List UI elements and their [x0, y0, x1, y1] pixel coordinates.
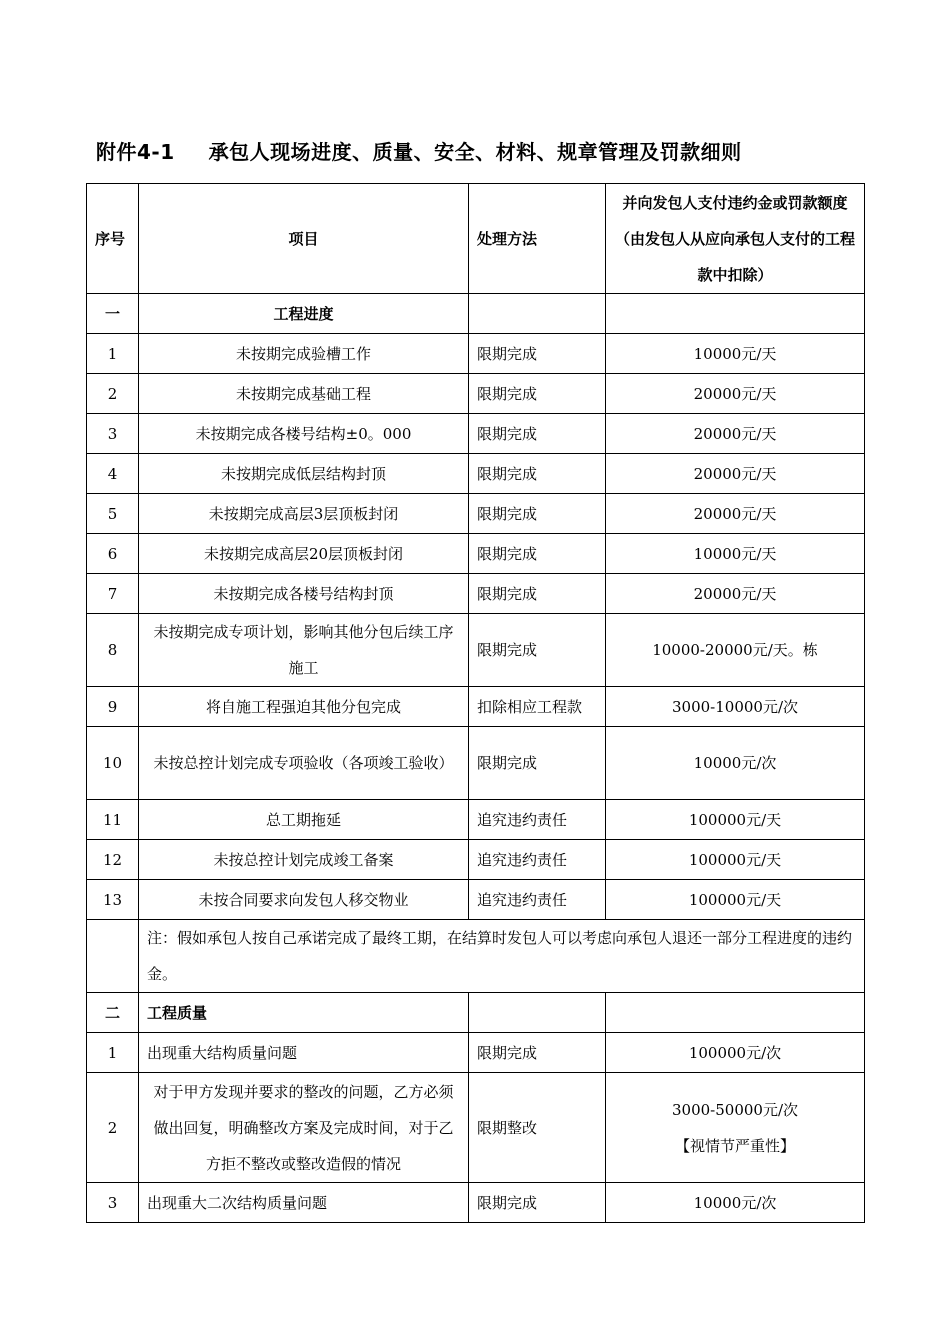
row-item: 未按总控计划完成专项验收（各项竣工验收） — [139, 727, 469, 800]
row-method: 限期完成 — [469, 1183, 606, 1223]
row-no: 5 — [87, 494, 139, 534]
row-item: 出现重大结构质量问题 — [139, 1033, 469, 1073]
row-item: 未按期完成各楼号结构封顶 — [139, 574, 469, 614]
penalty-table — [86, 183, 865, 1223]
table-header-row — [87, 184, 865, 294]
row-penalty: 10000-20000元/天。栋 — [606, 614, 865, 687]
row-penalty: 3000-50000元/次 — [671, 1100, 798, 1119]
row-no: 9 — [87, 687, 139, 727]
row-item: 对于甲方发现并要求的整改的问题，乙方必须做出回复，明确整改方案及完成时间，对于乙方拒不整改或整改造假的情况 — [139, 1073, 469, 1183]
row-item: 未按期完成高层20层顶板封闭 — [139, 534, 469, 574]
row-no: 4 — [87, 454, 139, 494]
row-item: 未按期完成专项计划，影响其他分包后续工序施工 — [139, 614, 469, 687]
row-no: 2 — [87, 374, 139, 414]
row-penalty: 10000元/天 — [606, 334, 865, 374]
row-item: 未按期完成基础工程 — [139, 374, 469, 414]
row-method: 限期完成 — [469, 614, 606, 687]
row-method: 限期完成 — [469, 1033, 606, 1073]
row-item: 未按总控计划完成竣工备案 — [139, 840, 469, 880]
row-no: 3 — [87, 1183, 139, 1223]
empty-cell — [606, 294, 865, 334]
table-row — [87, 334, 865, 374]
row-method: 追究违约责任 — [469, 800, 606, 840]
header-penalty: 并向发包人支付违约金或罚款额度（由发包人从应向承包人支付的工程款中扣除） — [606, 184, 865, 294]
row-method: 限期完成 — [469, 574, 606, 614]
table-row — [87, 494, 865, 534]
title-text: 承包人现场进度、质量、安全、材料、规章管理及罚款细则 — [208, 140, 742, 164]
table-row — [87, 574, 865, 614]
table-row — [87, 454, 865, 494]
document-title — [96, 136, 742, 165]
note-text: 注：假如承包人按自己承诺完成了最终工期，在结算时发包人可以考虑向承包人退还一部分工程进度的违约金。 — [139, 920, 865, 993]
row-no: 8 — [87, 614, 139, 687]
header-item: 项目 — [139, 184, 469, 294]
table-row — [87, 727, 865, 800]
row-penalty: 10000元/天 — [606, 534, 865, 574]
row-item: 总工期拖延 — [139, 800, 469, 840]
row-method: 追究违约责任 — [469, 880, 606, 920]
row-penalty-cell — [606, 1073, 865, 1183]
header-no: 序号 — [87, 184, 139, 294]
row-method: 限期完成 — [469, 454, 606, 494]
table-row — [87, 414, 865, 454]
row-penalty: 20000元/天 — [606, 374, 865, 414]
empty-cell — [469, 294, 606, 334]
row-penalty-note: 【视情节严重性】 — [674, 1136, 795, 1155]
empty-cell — [469, 993, 606, 1033]
row-method: 限期完成 — [469, 414, 606, 454]
section-no: 二 — [87, 993, 139, 1033]
row-no: 10 — [87, 727, 139, 800]
row-method: 限期完成 — [469, 534, 606, 574]
row-no: 7 — [87, 574, 139, 614]
row-method: 限期完成 — [469, 374, 606, 414]
table-row — [87, 1073, 865, 1183]
empty-cell — [606, 993, 865, 1033]
row-no: 11 — [87, 800, 139, 840]
row-penalty: 100000元/天 — [606, 800, 865, 840]
row-no: 13 — [87, 880, 139, 920]
row-no: 2 — [87, 1073, 139, 1183]
row-item: 未按期完成各楼号结构±0。000 — [139, 414, 469, 454]
row-penalty: 20000元/天 — [606, 414, 865, 454]
row-method: 限期整改 — [469, 1073, 606, 1183]
row-method: 限期完成 — [469, 494, 606, 534]
row-method: 扣除相应工程款 — [469, 687, 606, 727]
table-row — [87, 687, 865, 727]
section-no: 一 — [87, 294, 139, 334]
row-penalty: 100000元/天 — [606, 880, 865, 920]
row-item: 未按期完成低层结构封顶 — [139, 454, 469, 494]
table-row — [87, 534, 865, 574]
row-penalty: 10000元/次 — [606, 1183, 865, 1223]
row-item: 未按期完成高层3层顶板封闭 — [139, 494, 469, 534]
row-item: 将自施工程强迫其他分包完成 — [139, 687, 469, 727]
table-row — [87, 880, 865, 920]
empty-cell — [87, 920, 139, 993]
section-row — [87, 993, 865, 1033]
table-row — [87, 374, 865, 414]
table-row — [87, 1183, 865, 1223]
row-method: 追究违约责任 — [469, 840, 606, 880]
row-item: 未按期完成验槽工作 — [139, 334, 469, 374]
row-method: 限期完成 — [469, 727, 606, 800]
row-method: 限期完成 — [469, 334, 606, 374]
section-row — [87, 294, 865, 334]
row-penalty: 10000元/次 — [606, 727, 865, 800]
row-no: 1 — [87, 334, 139, 374]
section-title: 工程进度 — [139, 294, 469, 334]
row-penalty: 20000元/天 — [606, 454, 865, 494]
note-row — [87, 920, 865, 993]
row-penalty: 100000元/天 — [606, 840, 865, 880]
table-row — [87, 614, 865, 687]
section-title: 工程质量 — [139, 993, 469, 1033]
row-no: 1 — [87, 1033, 139, 1073]
header-method: 处理方法 — [469, 184, 606, 294]
row-penalty: 20000元/天 — [606, 574, 865, 614]
row-item: 未按合同要求向发包人移交物业 — [139, 880, 469, 920]
row-penalty: 20000元/天 — [606, 494, 865, 534]
row-no: 12 — [87, 840, 139, 880]
table-row — [87, 800, 865, 840]
row-no: 3 — [87, 414, 139, 454]
table-row — [87, 840, 865, 880]
table-row — [87, 1033, 865, 1073]
row-item: 出现重大二次结构质量问题 — [139, 1183, 469, 1223]
attachment-code: 附件4-1 — [96, 140, 175, 164]
row-no: 6 — [87, 534, 139, 574]
row-penalty: 100000元/次 — [606, 1033, 865, 1073]
row-penalty: 3000-10000元/次 — [606, 687, 865, 727]
